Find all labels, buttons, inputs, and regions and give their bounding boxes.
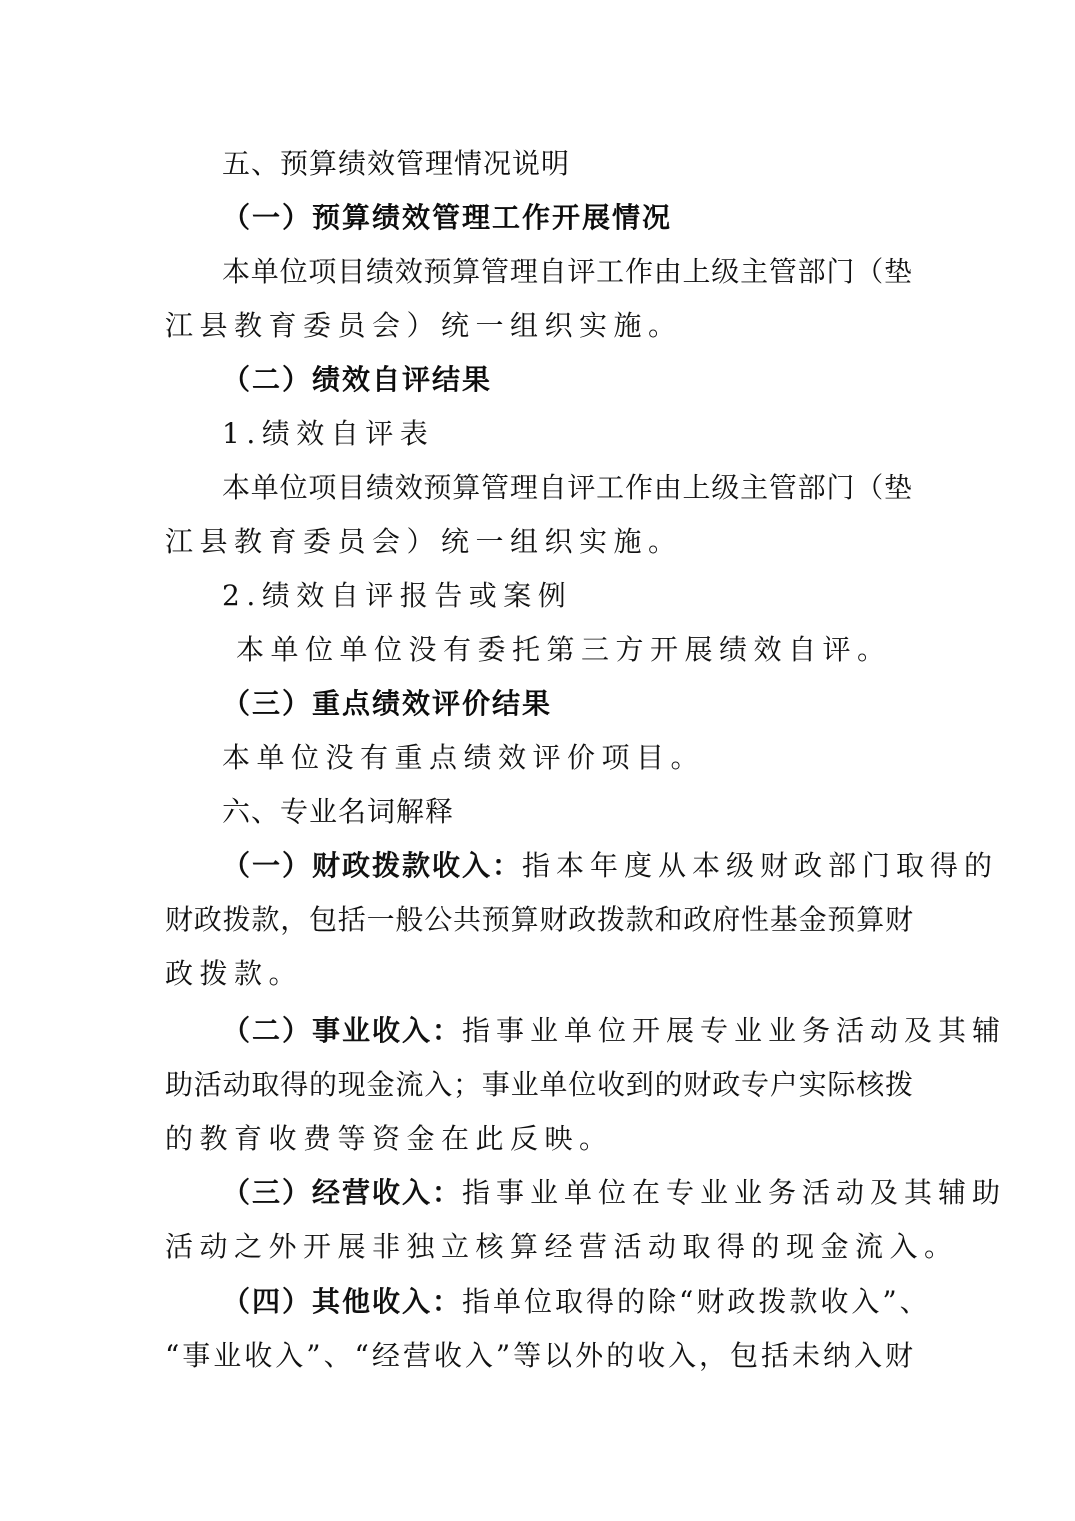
paragraph-line: 政拨款。 (165, 957, 304, 990)
paragraph-line: 本单位没有重点绩效评价项目。 (222, 741, 706, 774)
paragraph-line: “事业收入”、“经营收入”等以外的收入，包括未纳入财 (165, 1339, 913, 1372)
subsection-1-heading: （一）预算绩效管理工作开展情况 (222, 201, 673, 234)
paragraph-line: 财政拨款，包括一般公共预算财政拨款和政府性基金预算财 (165, 903, 913, 936)
term-3-line (222, 1175, 1007, 1211)
paragraph-line: 的教育收费等资金在此反映。 (165, 1122, 614, 1155)
term-1-line (222, 848, 999, 884)
paragraph-line: 本单位项目绩效预算管理自评工作由上级主管部门（垫 (222, 471, 912, 504)
subsection-3-heading: （三）重点绩效评价结果 (222, 687, 553, 720)
paragraph-line: 江县教育委员会）统一组织实施。 (165, 525, 683, 558)
paragraph-line: 江县教育委员会）统一组织实施。 (165, 309, 683, 342)
term-definition: 指事业单位开展专业业务活动及其辅 (462, 1014, 1007, 1047)
item-2-title: 2.绩效自评报告或案例 (222, 579, 573, 612)
term-label: （四）其他收入： (222, 1285, 463, 1318)
term-4-line (222, 1284, 931, 1320)
section-5-heading: 五、预算绩效管理情况说明 (222, 147, 571, 180)
paragraph-line: 助活动取得的现金流入；事业单位收到的财政专户实际核拨 (165, 1068, 913, 1101)
term-definition: 指事业单位在专业业务活动及其辅助 (462, 1176, 1007, 1209)
term-definition: 指单位取得的除“财政拨款收入”、 (462, 1285, 931, 1318)
section-6-heading: 六、专业名词解释 (222, 795, 455, 828)
paragraph-line: 本单位项目绩效预算管理自评工作由上级主管部门（垫 (222, 255, 912, 288)
paragraph-line: 本单位单位没有委托第三方开展绩效自评。 (236, 633, 892, 666)
item-1-title: 1.绩效自评表 (222, 417, 435, 450)
term-label: （二）事业收入： (222, 1014, 463, 1047)
term-label: （三）经营收入： (222, 1176, 463, 1209)
term-2-line (222, 1013, 1007, 1049)
paragraph-line: 活动之外开展非独立核算经营活动取得的现金流入。 (165, 1230, 959, 1263)
term-label: （一）财政拨款收入： (222, 849, 523, 882)
term-definition: 指本年度从本级财政部门取得的 (522, 849, 999, 882)
subsection-2-heading: （二）绩效自评结果 (222, 363, 493, 396)
